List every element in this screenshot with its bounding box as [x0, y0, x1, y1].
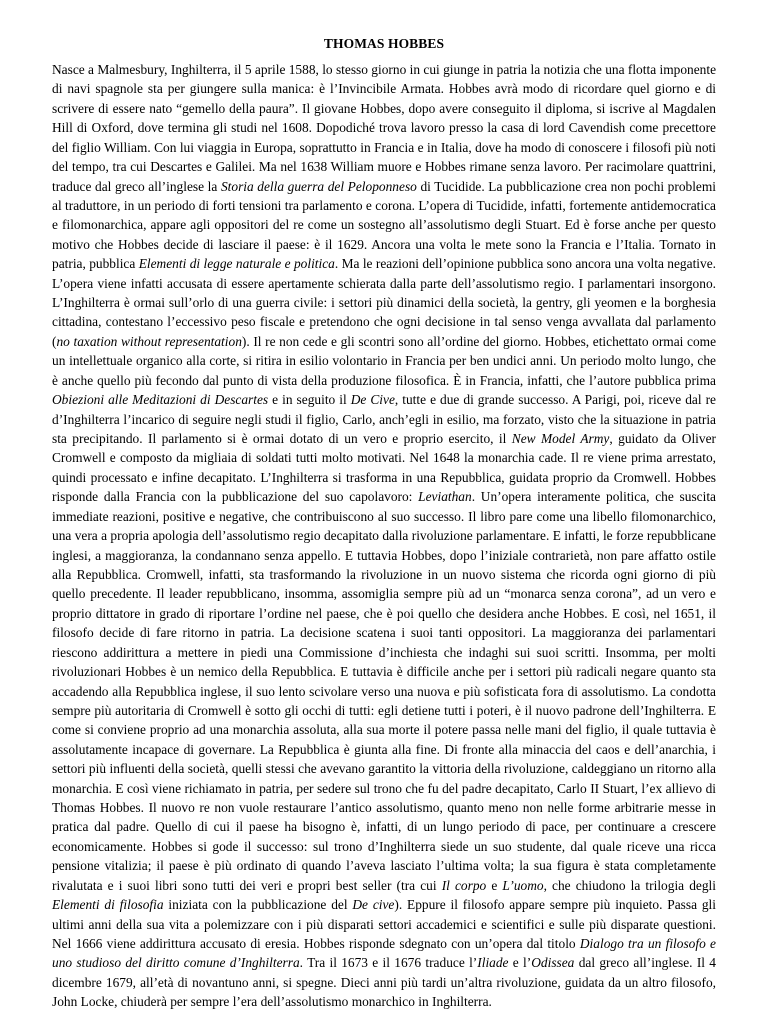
body-text-segment: . Ma le reazioni dell’opinione pubblica sono ancora una volta negative. L’opera viene infatti accusata di essere apertamente schierata dalla parte dell’assolutismo regio. I parlamentari insorgono. L’Inghilterra è ormai sull’orlo di una guerra civile: i settori più dinamici della società, la gentry, gli yeomen e la borghesia cittadina, contestano l’eccessivo peso fiscale e pretendono che ogni decisione in tal senso venga avvallata dal parlamento (: [52, 256, 716, 349]
document-title: THOMAS HOBBES: [323, 36, 445, 51]
body-text-segment: ). Eppure il filosofo appare sempre più inquieto. Passa gli ultimi anni della sua vita a polemizzare con i più disparati settori accademici e scientifici e sulle più disparate questioni. Nel 1666 viene addirittura accusato di eresia. Hobbes risponde sdegnato con un’opera dal titolo: [52, 897, 716, 951]
italic-title-text: no taxation without representation: [56, 333, 242, 349]
italic-title-text: De Cive: [350, 392, 395, 408]
italic-title-text: Odissea: [531, 955, 575, 971]
italic-title-text: Elementi di legge naturale e politica: [138, 256, 335, 272]
body-text-segment: dal greco all’inglese. Il 4 dicembre 1679, all’età di novantuno anni, si spegne. Dieci anni più tardi un’altra rivoluzione, guidata da un altro filosofo, John Locke, chiuderà per sempre l’era dell’assolutismo monarchico in Inghilterra.: [52, 955, 716, 1010]
body-text-segment: di Tucidide. La pubblicazione crea non pochi problemi al traduttore, in un periodo di forti tensioni tra parlamento e corona. L’opera di Tucidide, infatti, fortemente antidemocratica e filomonarchica, appare agli oppositori del re come un sostegno all’assolutismo degli Stuart. Ed è forse anche per questo motivo che Hobbes decide di lasciare il paese: è il 1629. Ancora una volta le mete sono la Francia e l’Italia. Tornato in patria, pubblica: [52, 178, 717, 272]
body-text-segment: . Un’opera interamente politica, che suscita immediate reazioni, positive e negative, che contribuiscono al suo successo. Il libro pare come una libello filomonarchico, una vera a propria apologia dell’assolutismo regio decapitato dalla rivoluzione parlamentare. E infatti, le forze repubblicane inglesi, a maggioranza, la condannano senza appello. E tuttavia Hobbes, dopo l’iniziale contrarietà, non pare affatto ostile alla Repubblica. Cromwell, infatti, sta trasformando la rivoluzione in un nuovo sistema che ricorda ogni giorno di più quello precedente. Il leader repubblicano, insomma, assomiglia sempre più ad un “monarca senza corona”, ad un vero e proprio dittatore in grado di riportare l’ordine nel paese, che è poi quello che desidera anche Hobbes. E così, nel 1651, il filosofo decide di fare ritorno in patria. La decisione scatena i suoi tanti oppositori. La maggioranza dei parlamentari riescono addirittura a mettere in piedi una Commissione d’inchiesta che indaghi sui suoi scritti. Insomma, per molti rivoluzionari Hobbes è un nemico della Repubblica. E tuttavia è difficile anche per i settori più radicali negare quanto sta accadendo alla Repubblica inglese, il suo lento scivolare verso una nuova e più sofisticata fora di assolutismo. La condotta sempre più autoritaria di Cromwell è sotto gli occhi di tutti: egli detiene tutti i poteri, è il nuovo padrone dell’Inghilterra. E come si conviene proprio ad una monarchia assoluta, alla sua morte il potere passa nelle mani del figlio, il quale tuttavia è assolutamente incapace di governare. La Repubblica è giunta alla fine. Di fronte alla minaccia del caos e dell’anarchia, i settori più influenti della società, quelli stessi che avevano garantito la vittoria della rivoluzione, caldeggiano un ritorno alla monarchia. E così viene richiamato in patria, per sedere sul trono che fu del padre decapitato, Carlo II Stuart, l’ex allievo di Thomas Hobbes. Il nuovo re non vuole restaurare l’antico assolutismo, quanto meno non nelle forme arbitrarie messe in pratica dal padre. Quello di cui il paese ha bisogno è, infatti, di un lungo periodo di pace, per continuare a crescere economicamente. Hobbes si gode il successo: sul trono d’Inghilterra siede un suo studente, dal quale riceve una ricca pensione vitalizia; il paese è più ordinato di quando l’aveva lasciato l’ultima volta; la sua figura è stata completamente rivalutata e i suoi libri sono tutti dei veri e propri best seller (tra cui: [52, 489, 716, 893]
italic-title-text: Dialogo tra un filosofo e uno studioso del diritto comune d’Inghilterra: [52, 935, 716, 971]
body-text-segment: , tutte e due di grande successo. A Parigi, poi, riceve dal re d’Inghilterra l’incarico di seguire negli studi il figlio, Carlo, anch’egli in esilio, ma forzato, visto che la situazione in patria sta precipitando. Il parlamento si è ormai dotato di un vero e proprio esercito, il: [52, 392, 716, 447]
body-text-segment: e: [486, 877, 503, 893]
body-text-segment: ). Il re non cede e gli scontri sono all’ordine del giorno. Hobbes, etichettato ormai come un intellettuale organico alla corte, si ritira in esilio volontario in Francia per ben undici anni. Un periodo molto lungo, che è anche quello più fecondo dal punto di vista della produzione filosofica. È in Francia, infatti, che l’autore pubblica prima: [52, 333, 717, 388]
italic-title-text: New Model Army: [511, 431, 610, 447]
italic-title-text: Il corpo: [441, 877, 487, 893]
italic-title-text: Elementi di filosofia: [52, 897, 164, 913]
body-text-segment: e in seguito il: [268, 392, 351, 408]
italic-title-text: L’uomo: [502, 877, 544, 893]
italic-title-text: Iliade: [477, 955, 509, 971]
body-text-segment: . Tra il 1673 e il 1676 traduce l’: [299, 955, 478, 971]
body-text-segment: , che chiudono la trilogia degli: [543, 877, 716, 893]
body-text-segment: iniziata con la pubblicazione del: [163, 897, 353, 913]
body-text-segment: , guidato da Oliver Cromwell e composto da migliaia di soldati tutti molto motivati. Nel 1648 la monarchia cade. Il re viene prima arrestato, quindi processato e infine decapitato. L’Inghilterra si trasforma in una Repubblica, guidata proprio da Cromwell. Hobbes risponde dalla Francia con la pubblicazione del suo capolavoro:: [52, 431, 716, 505]
body-text-segment: Nasce a Malmesbury, Inghilterra, il 5 aprile 1588, lo stesso giorno in cui giunge in patria la notizia che una flotta imponente di navi spagnole sta per giungere sulla manica: è l’Invincibile Armata. Hobbes avrà modo di ricordare quel giorno e di scrivere di essere nato “gemello della paura”. Il giovane Hobbes, dopo avere conseguito il diploma, si iscrive al Magdalen Hill di Oxford, dove termina gli studi nel 1608. Dopodiché trova lavoro presso la casa di lord Cavendish come precettore del figlio William. Con lui viaggia in Europa, soprattutto in Francia e in Italia, dove ha modo di conoscere i filosofi più noti del tempo, tra cui Descartes e Galilei. Ma nel 1638 William muore e Hobbes rimane senza lavoro. Per racimolare quattrini, traduce dal greco all’inglese la: [52, 62, 717, 194]
italic-title-text: De cive: [352, 897, 395, 913]
italic-title-text: Storia della guerra del Peloponneso: [220, 178, 417, 194]
italic-title-text: Obiezioni alle Meditazioni di Descartes: [52, 392, 269, 408]
body-text-segment: e l’: [508, 955, 532, 971]
italic-title-text: Leviathan: [418, 489, 472, 505]
document-body: [52, 60, 716, 1012]
